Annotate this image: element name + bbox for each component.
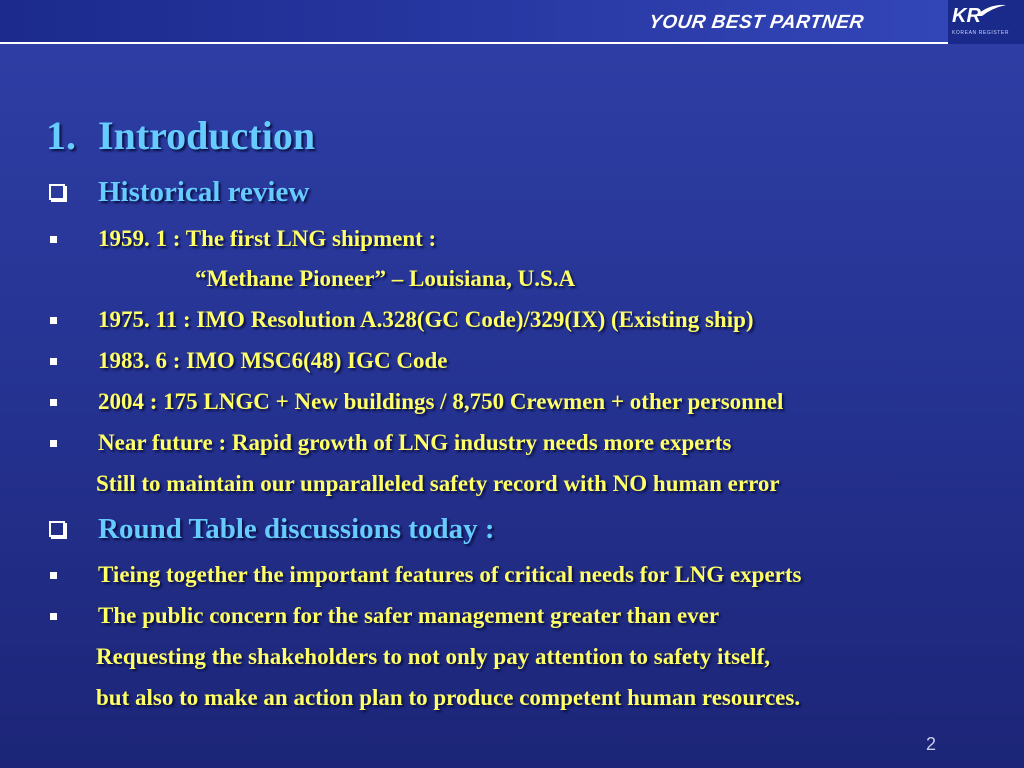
list-item-text: 1959. 1 : The first LNG shipment : <box>98 226 437 251</box>
page-number: 2 <box>925 734 936 754</box>
logo-text: KR <box>952 5 981 27</box>
list-item-text: “Methane Pioneer” – Louisiana, U.S.A <box>195 266 576 291</box>
list-item-text: 1975. 11 : IMO Resolution A.328(GC Code)/329(IX) (Existing ship) <box>98 307 754 332</box>
kr-logo <box>948 0 1024 44</box>
square-bullet-icon <box>50 399 57 406</box>
square-bullet-icon <box>50 613 57 620</box>
slide-title <box>46 112 315 159</box>
list-item-text: The public concern for the safer management greater than ever <box>98 603 720 628</box>
square-bullet-icon <box>50 236 57 243</box>
square-bullet-icon <box>50 317 57 324</box>
list-item-text: Near future : Rapid growth of LNG industry needs more experts <box>98 430 732 455</box>
list-item-text: 1983. 6 : IMO MSC6(48) IGC Code <box>98 348 448 373</box>
list-item-text: Still to maintain our unparalleled safety record with NO human error <box>96 471 780 496</box>
square-bullet-icon <box>50 572 57 579</box>
list-item-text: Tieing together the important features of critical needs for LNG experts <box>98 562 802 587</box>
list-item-text: 2004 : 175 LNGC + New buildings / 8,750 Crewmen + other personnel <box>98 389 784 414</box>
section-heading: Round Table discussions today : <box>98 513 495 545</box>
square-bullet-icon <box>50 358 57 365</box>
title-text: Introduction <box>98 113 316 158</box>
checkbox-bullet-icon <box>49 521 65 537</box>
logo-subtext: KOREAN REGISTER <box>952 30 1010 36</box>
list-item-text: but also to make an action plan to produce competent human resources. <box>96 685 801 710</box>
title-number: 1. <box>46 113 76 158</box>
logo-swoosh-icon <box>974 2 1008 18</box>
list-item-text: Requesting the shakeholders to not only pay attention to safety itself, <box>96 644 771 669</box>
header-bar <box>0 0 948 44</box>
header-tagline: YOUR BEST PARTNER <box>647 12 866 33</box>
checkbox-bullet-icon <box>49 184 65 200</box>
section-heading: Historical review <box>98 176 310 208</box>
square-bullet-icon <box>50 440 57 447</box>
